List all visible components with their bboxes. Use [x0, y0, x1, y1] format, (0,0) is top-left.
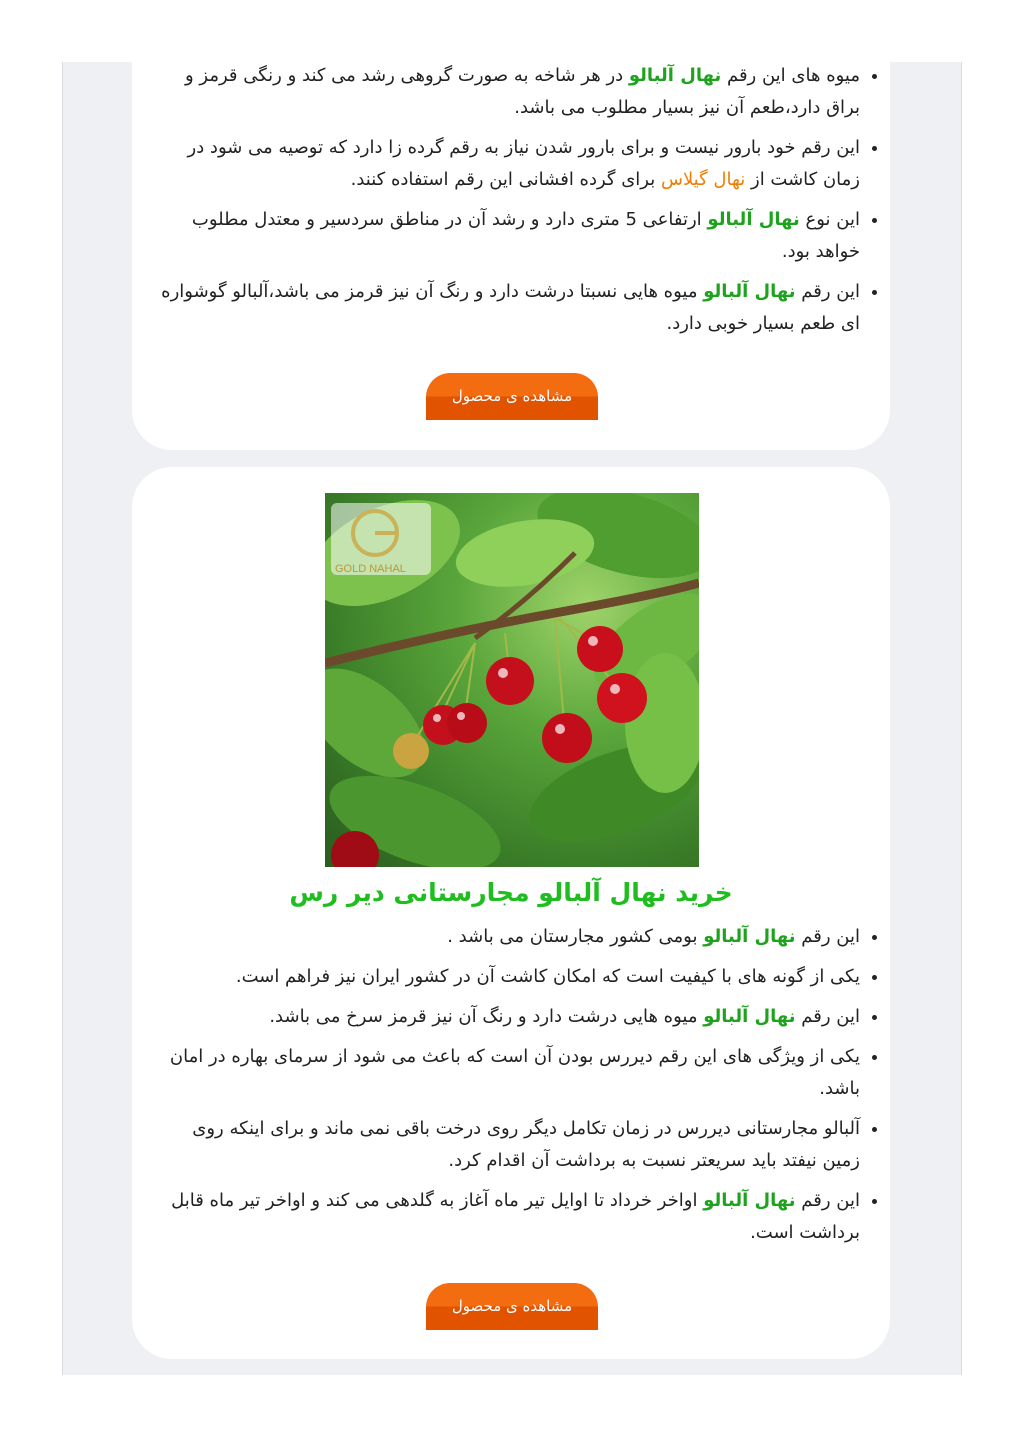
list-item-text: آلبالو مجارستانی دیررس در زمان تکامل دیگر روی درخت باقی نمی ماند و برای اینکه روی زمین نیفتد باید سریعتر نسبت به برداشت آن اقدام کرد. — [192, 1118, 860, 1171]
list-item-text: این رقم — [795, 1006, 860, 1027]
feature-list — [132, 921, 890, 1257]
list-item-text: اواخر خرداد تا اوایل تیر ماه آغاز به گلدهی می کند و اواخر تیر ماه قابل برداشت است. — [171, 1190, 860, 1243]
keyword-link[interactable]: نهال آلبالو — [703, 1006, 796, 1027]
keyword-link[interactable]: نهال آلبالو — [628, 65, 722, 86]
list-item-text: بومی کشور مجارستان می باشد . — [447, 926, 704, 947]
feature-list — [132, 60, 890, 348]
list-item-text: ارتفاعی 5 متری دارد و رشد آن در مناطق سردسیر و معتدل مطلوب خواهد بود. — [191, 209, 860, 262]
list-item — [150, 1001, 860, 1033]
view-product-button[interactable]: مشاهده ی محصول — [426, 373, 598, 420]
list-item-text: میوه های این رقم — [721, 65, 860, 86]
list-item — [150, 961, 860, 993]
list-item-text: این رقم خود بارور نیست و برای بارور شدن نیاز به رقم گرده زا دارد که توصیه می شود در زمان کاشت از — [187, 137, 860, 190]
list-item-text: یکی از گونه های با کیفیت است که امکان کاشت آن در کشور ایران نیز فراهم است. — [235, 966, 860, 987]
product-title[interactable]: خرید نهال آلبالو مجارستانی دیر رس — [289, 878, 733, 907]
product-card-albaloo-goshvare — [132, 62, 890, 450]
gold-nahal-logo-icon: GOLD NAHAL — [335, 563, 406, 575]
list-item-text: این رقم — [795, 1190, 860, 1211]
list-item — [150, 60, 860, 124]
list-item-text: میوه هایی نسبتا درشت دارد و رنگ آن نیز قرمز می باشد،آلبالو گوشواره ای طعم بسیار خوبی دارد. — [161, 281, 860, 334]
list-item — [150, 1113, 860, 1177]
cherry-branch-illustration — [325, 493, 699, 867]
keyword-link[interactable]: نهال آلبالو — [703, 1190, 796, 1211]
list-item-text: در هر شاخه به صورت گروهی رشد می کند و رنگی قرمز و براق دارد،طعم آن نیز بسیار مطلوب می باشد. — [184, 65, 860, 118]
list-item-text: این نوع — [799, 209, 860, 230]
list-item — [150, 204, 860, 268]
list-item — [150, 1041, 860, 1105]
product-image[interactable] — [325, 493, 699, 867]
list-item-text: یکی از ویژگی های این رقم دیررس بودن آن است که باعث می شود از سرمای بهاره در امان باشد. — [169, 1046, 860, 1099]
list-item-text: این رقم — [795, 281, 860, 302]
product-card-albaloo-majarestani — [132, 467, 890, 1359]
keyword-link[interactable]: نهال آلبالو — [703, 926, 796, 947]
gilas-link[interactable]: نهال گیلاس — [660, 169, 746, 190]
list-item-text: میوه هایی درشت دارد و رنگ آن نیز قرمز سرخ می باشد. — [269, 1006, 704, 1027]
list-item — [150, 132, 860, 196]
list-item — [150, 921, 860, 953]
list-item-text: برای گرده افشانی این رقم استفاده کنند. — [350, 169, 661, 190]
view-product-button[interactable]: مشاهده ی محصول — [426, 1283, 598, 1330]
keyword-link[interactable]: نهال آلبالو — [707, 209, 800, 230]
list-item — [150, 1185, 860, 1249]
keyword-link[interactable]: نهال آلبالو — [703, 281, 796, 302]
list-item — [150, 276, 860, 340]
list-item-text: این رقم — [795, 926, 860, 947]
